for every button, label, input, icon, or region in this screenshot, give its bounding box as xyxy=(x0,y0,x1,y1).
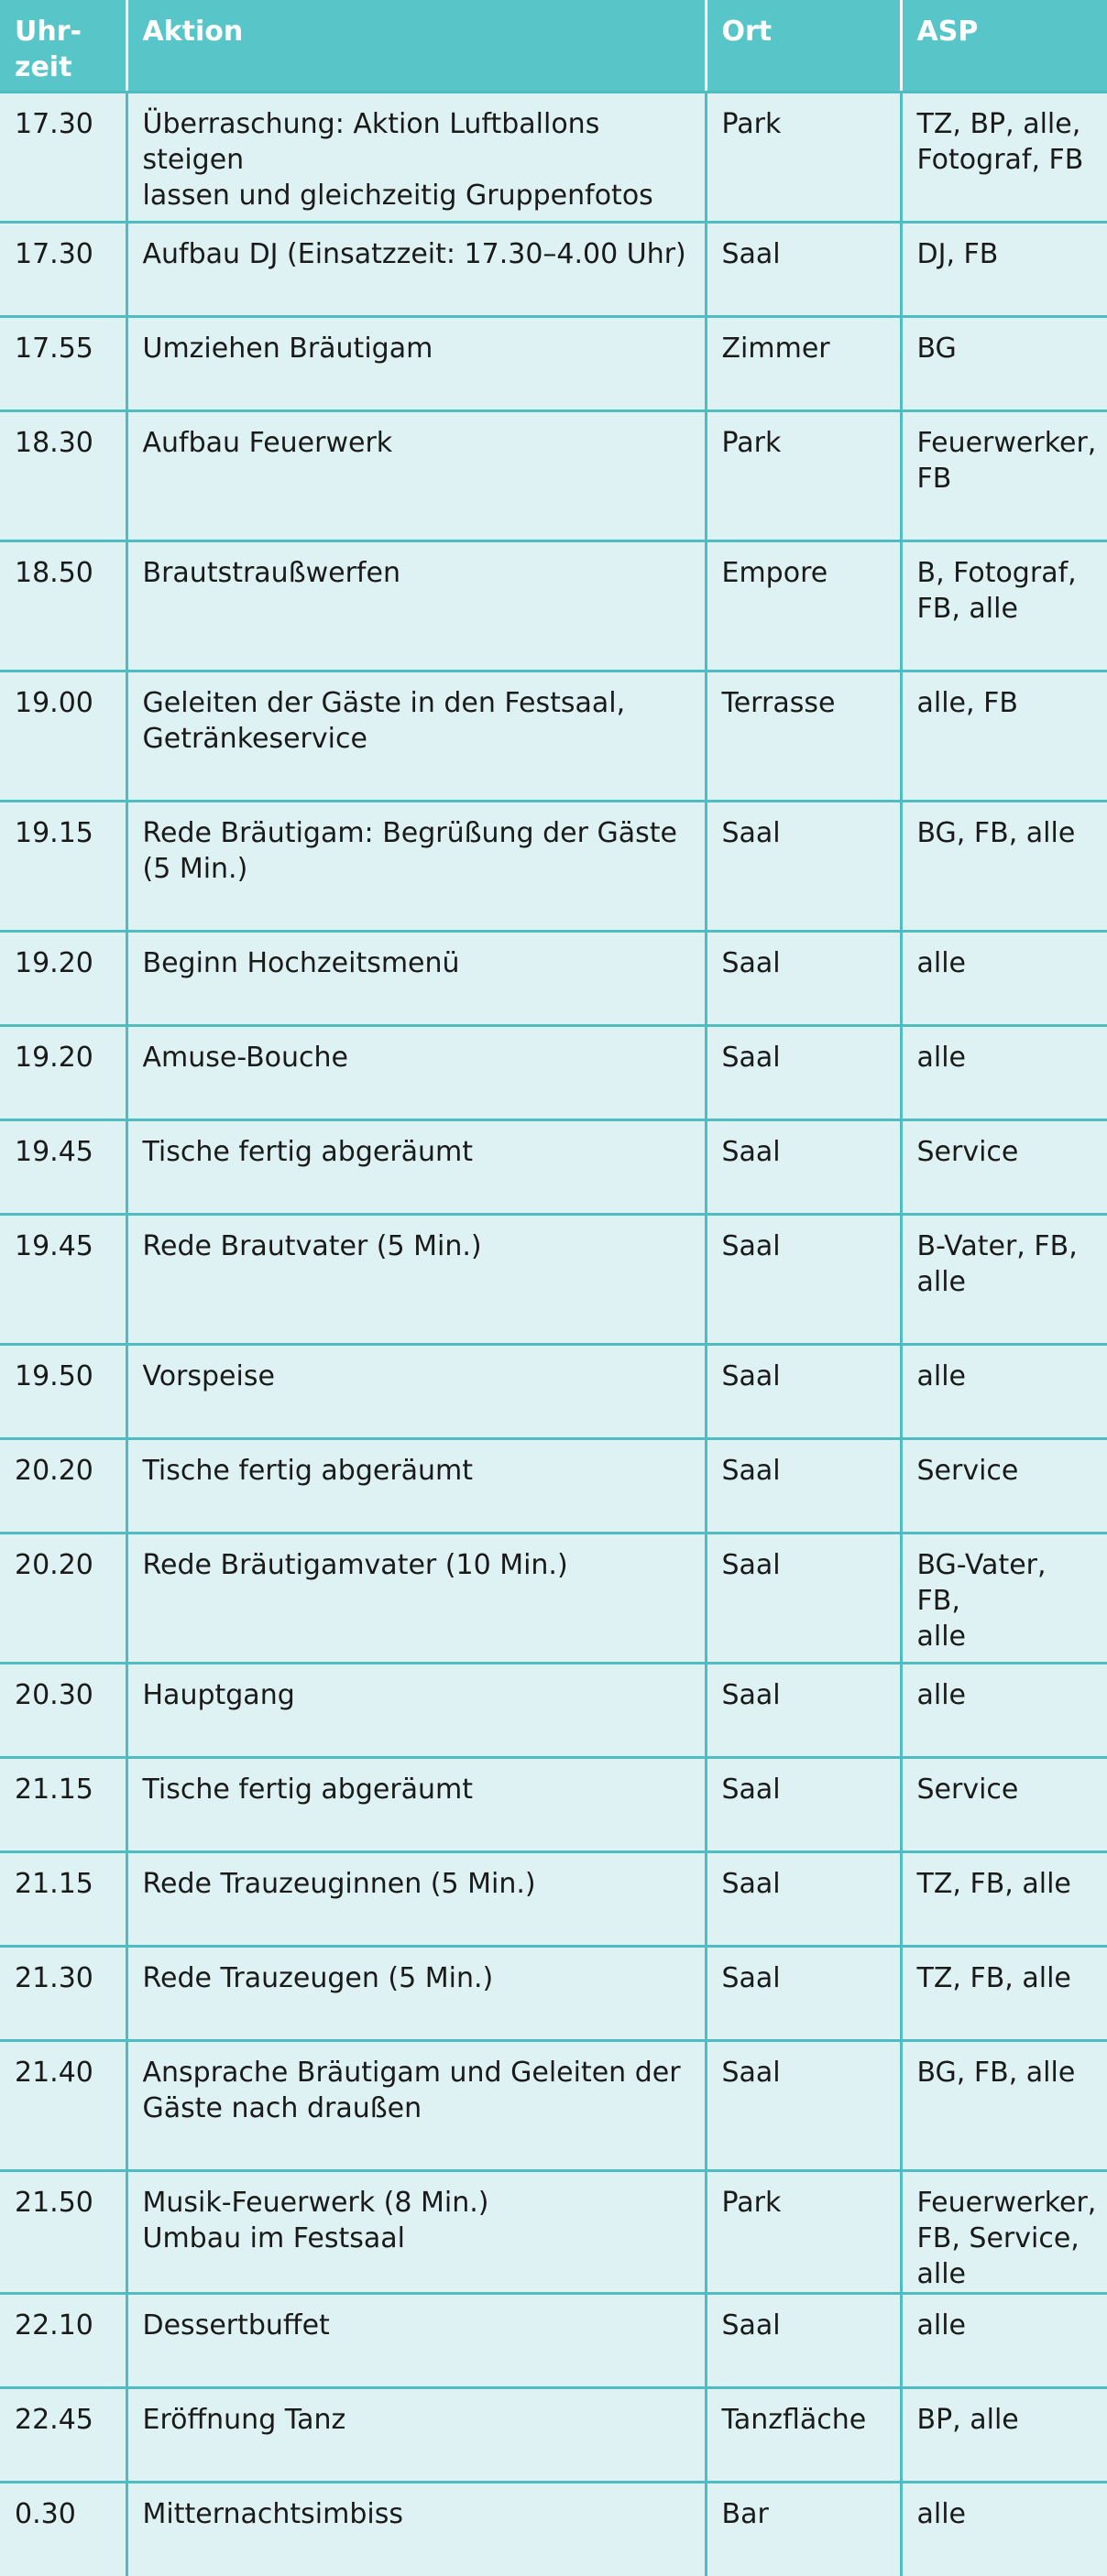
table-header-row xyxy=(0,0,1107,92)
table-row xyxy=(0,410,1107,540)
cell-place: Saal xyxy=(706,1946,901,2040)
cell-time: 19.15 xyxy=(0,801,126,931)
cell-asp: alle xyxy=(901,2482,1107,2576)
cell-action: Tische fertig abgeräumt xyxy=(126,1438,706,1533)
cell-asp: Service xyxy=(901,1757,1107,1851)
cell-time: 21.15 xyxy=(0,1851,126,1946)
cell-place: Terrasse xyxy=(706,671,901,801)
cell-time: 20.20 xyxy=(0,1438,126,1533)
cell-asp: BG-Vater, FB, alle xyxy=(901,1533,1107,1663)
cell-action: Tische fertig abgeräumt xyxy=(126,1119,706,1214)
cell-action: Geleiten der Gäste in den Festsaal, Getränkeservice xyxy=(126,671,706,801)
cell-place: Saal xyxy=(706,1757,901,1851)
cell-action: Umziehen Bräutigam xyxy=(126,316,706,410)
cell-place: Tanzfläche xyxy=(706,2387,901,2482)
cell-action: Dessertbuffet xyxy=(126,2293,706,2387)
cell-asp: BG xyxy=(901,316,1107,410)
cell-action: Vorspeise xyxy=(126,1344,706,1438)
table-row xyxy=(0,1851,1107,1946)
cell-place: Zimmer xyxy=(706,316,901,410)
cell-time: 19.45 xyxy=(0,1214,126,1344)
cell-time: 18.30 xyxy=(0,410,126,540)
table-row xyxy=(0,1946,1107,2040)
cell-place: Saal xyxy=(706,1663,901,1757)
cell-place: Saal xyxy=(706,1025,901,1119)
table-row xyxy=(0,1438,1107,1533)
cell-action: Überraschung: Aktion Luftballons steigen lassen und gleichzeitig Gruppenfotos xyxy=(126,92,706,222)
cell-asp: Service xyxy=(901,1119,1107,1214)
table-row xyxy=(0,2040,1107,2170)
cell-place: Saal xyxy=(706,1214,901,1344)
cell-action: Ansprache Bräutigam und Geleiten der Gäste nach draußen xyxy=(126,2040,706,2170)
cell-place: Saal xyxy=(706,2293,901,2387)
table-row xyxy=(0,1533,1107,1663)
cell-asp: alle xyxy=(901,2293,1107,2387)
table-row xyxy=(0,1344,1107,1438)
cell-asp: alle, FB xyxy=(901,671,1107,801)
table-row xyxy=(0,2387,1107,2482)
header-time: Uhr- zeit xyxy=(0,0,126,92)
cell-time: 21.15 xyxy=(0,1757,126,1851)
cell-asp: Feuerwerker, FB xyxy=(901,410,1107,540)
cell-action: Mitternachtsimbiss xyxy=(126,2482,706,2576)
table-row xyxy=(0,801,1107,931)
header-asp: ASP xyxy=(901,0,1107,92)
cell-time: 0.30 xyxy=(0,2482,126,2576)
cell-asp: Feuerwerker, FB, Service, alle xyxy=(901,2170,1107,2293)
cell-action: Rede Trauzeuginnen (5 Min.) xyxy=(126,1851,706,1946)
cell-time: 20.30 xyxy=(0,1663,126,1757)
cell-time: 20.20 xyxy=(0,1533,126,1663)
cell-place: Bar xyxy=(706,2482,901,2576)
cell-asp: alle xyxy=(901,1344,1107,1438)
cell-asp: alle xyxy=(901,931,1107,1025)
table-row xyxy=(0,2482,1107,2576)
cell-asp: DJ, FB xyxy=(901,222,1107,316)
table-row xyxy=(0,2293,1107,2387)
table-row xyxy=(0,540,1107,671)
cell-asp: BG, FB, alle xyxy=(901,2040,1107,2170)
table-row xyxy=(0,1757,1107,1851)
table-row xyxy=(0,2170,1107,2293)
cell-asp: B, Fotograf, FB, alle xyxy=(901,540,1107,671)
cell-asp: alle xyxy=(901,1663,1107,1757)
cell-asp: alle xyxy=(901,1025,1107,1119)
cell-action: Rede Bräutigam: Begrüßung der Gäste (5 Min.) xyxy=(126,801,706,931)
table-row xyxy=(0,1119,1107,1214)
cell-place: Saal xyxy=(706,2040,901,2170)
cell-time: 18.50 xyxy=(0,540,126,671)
cell-place: Saal xyxy=(706,222,901,316)
cell-time: 19.20 xyxy=(0,1025,126,1119)
cell-place: Saal xyxy=(706,931,901,1025)
cell-asp: B-Vater, FB, alle xyxy=(901,1214,1107,1344)
cell-action: Aufbau DJ (Einsatzzeit: 17.30–4.00 Uhr) xyxy=(126,222,706,316)
cell-place: Saal xyxy=(706,1851,901,1946)
cell-time: 17.55 xyxy=(0,316,126,410)
cell-time: 19.50 xyxy=(0,1344,126,1438)
table-row xyxy=(0,1025,1107,1119)
cell-action: Rede Trauzeugen (5 Min.) xyxy=(126,1946,706,2040)
cell-place: Saal xyxy=(706,1119,901,1214)
cell-time: 19.20 xyxy=(0,931,126,1025)
cell-time: 17.30 xyxy=(0,92,126,222)
cell-action: Brautstraußwerfen xyxy=(126,540,706,671)
cell-place: Saal xyxy=(706,801,901,931)
cell-asp: BG, FB, alle xyxy=(901,801,1107,931)
cell-time: 19.00 xyxy=(0,671,126,801)
cell-action: Tische fertig abgeräumt xyxy=(126,1757,706,1851)
cell-time: 17.30 xyxy=(0,222,126,316)
cell-action: Hauptgang xyxy=(126,1663,706,1757)
cell-action: Eröffnung Tanz xyxy=(126,2387,706,2482)
header-action: Aktion xyxy=(126,0,706,92)
cell-action: Aufbau Feuerwerk xyxy=(126,410,706,540)
cell-asp: Service xyxy=(901,1438,1107,1533)
table-row xyxy=(0,92,1107,222)
table-row xyxy=(0,1663,1107,1757)
cell-place: Saal xyxy=(706,1533,901,1663)
cell-action: Rede Bräutigamvater (10 Min.) xyxy=(126,1533,706,1663)
cell-time: 21.30 xyxy=(0,1946,126,2040)
cell-place: Park xyxy=(706,2170,901,2293)
table-row xyxy=(0,1214,1107,1344)
cell-time: 21.50 xyxy=(0,2170,126,2293)
cell-time: 21.40 xyxy=(0,2040,126,2170)
cell-place: Park xyxy=(706,92,901,222)
header-place: Ort xyxy=(706,0,901,92)
cell-asp: TZ, FB, alle xyxy=(901,1851,1107,1946)
cell-asp: TZ, FB, alle xyxy=(901,1946,1107,2040)
cell-place: Saal xyxy=(706,1438,901,1533)
cell-action: Musik-Feuerwerk (8 Min.) Umbau im Festsaal xyxy=(126,2170,706,2293)
table-row xyxy=(0,931,1107,1025)
table-row xyxy=(0,316,1107,410)
table-row xyxy=(0,222,1107,316)
cell-asp: BP, alle xyxy=(901,2387,1107,2482)
cell-action: Beginn Hochzeitsmenü xyxy=(126,931,706,1025)
cell-place: Park xyxy=(706,410,901,540)
cell-place: Saal xyxy=(706,1344,901,1438)
cell-time: 22.45 xyxy=(0,2387,126,2482)
cell-action: Rede Brautvater (5 Min.) xyxy=(126,1214,706,1344)
cell-time: 19.45 xyxy=(0,1119,126,1214)
cell-place: Empore xyxy=(706,540,901,671)
cell-action: Amuse-Bouche xyxy=(126,1025,706,1119)
table-row xyxy=(0,671,1107,801)
cell-time: 22.10 xyxy=(0,2293,126,2387)
cell-asp: TZ, BP, alle, Fotograf, FB xyxy=(901,92,1107,222)
